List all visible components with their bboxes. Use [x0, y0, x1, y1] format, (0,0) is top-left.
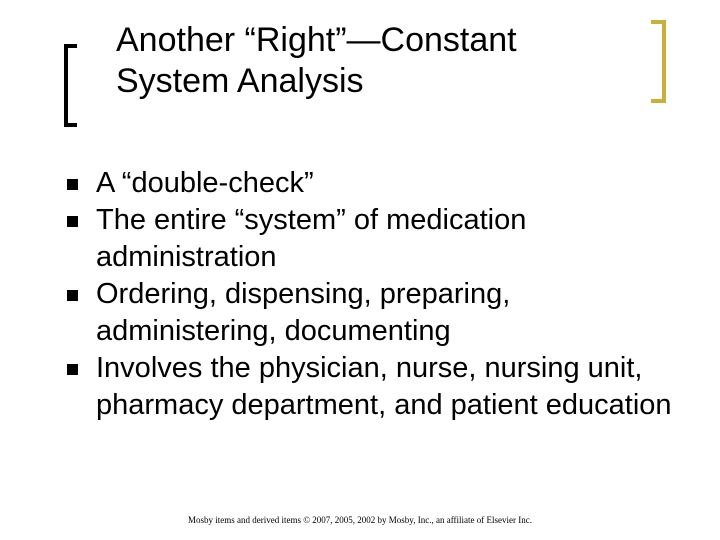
bullet-item	[60, 202, 680, 276]
bullet-item	[60, 350, 680, 424]
bullet-list	[60, 165, 680, 424]
bullet-text: A “double-check”	[96, 167, 314, 199]
slide-title-line-2: System Analysis	[116, 62, 364, 100]
bullet-text: Ordering, dispensing, preparing, administering, documenting	[96, 278, 511, 347]
square-bullet-icon	[67, 364, 78, 375]
square-bullet-icon	[67, 216, 78, 227]
bullet-text: The entire “system” of medication administration	[96, 204, 527, 273]
title-bracket-right	[651, 20, 666, 103]
slide-title-line-1: Another “Right”—Constant	[116, 21, 517, 59]
bullet-text: Involves the physician, nurse, nursing unit, pharmacy department, and patient education	[96, 352, 672, 421]
copyright-footer: Mosby items and derived items © 2007, 2005, 2002 by Mosby, Inc., an affiliate of Elsevier Inc.	[187, 515, 533, 525]
title-bracket-left	[64, 44, 77, 127]
bullet-item	[60, 276, 680, 350]
square-bullet-icon	[67, 290, 78, 301]
slide-title	[116, 20, 636, 102]
square-bullet-icon	[67, 179, 78, 190]
bullet-item	[60, 165, 680, 202]
